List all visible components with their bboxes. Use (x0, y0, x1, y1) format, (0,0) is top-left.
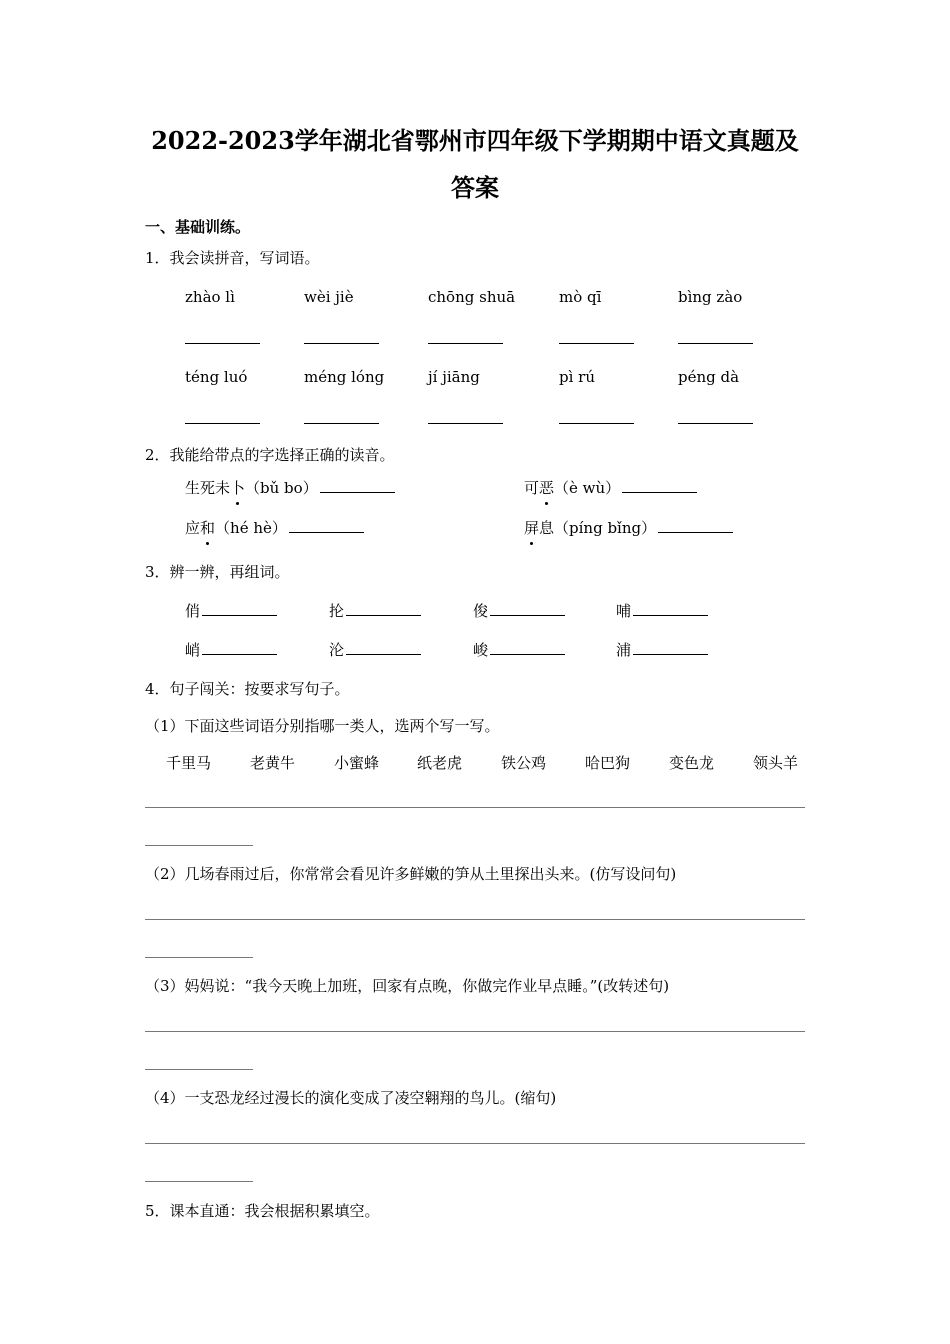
answer-line[interactable] (145, 957, 253, 958)
answer-blank[interactable] (320, 476, 395, 493)
pinyin-item: jí jiāng (428, 368, 480, 386)
item-text: 应 (185, 519, 201, 537)
answer-blank[interactable] (202, 638, 277, 655)
item-options: （bǔ bo） (245, 479, 318, 497)
character-item (473, 599, 565, 623)
word-item: 千里马 (166, 754, 212, 772)
answer-blank[interactable] (678, 343, 753, 344)
answer-blank[interactable] (633, 599, 708, 616)
answer-blank[interactable] (346, 599, 421, 616)
character-item (616, 638, 708, 662)
answer-blank[interactable] (428, 423, 503, 424)
character: 俏 (185, 602, 201, 620)
answer-blank[interactable] (559, 343, 634, 344)
answer-blank[interactable] (490, 638, 565, 655)
word-item: 老黄牛 (250, 754, 296, 772)
item-options: 息（píng bǐng） (539, 519, 657, 537)
character: 峭 (185, 641, 201, 659)
pinyin-item: chōng shuā (428, 288, 516, 306)
word-item: 哈巴狗 (585, 754, 631, 772)
character-item (329, 638, 421, 662)
answer-blank[interactable] (633, 638, 708, 655)
answer-blank[interactable] (289, 516, 364, 533)
pinyin-item: pì rú (559, 368, 595, 386)
reading-choice-item (185, 516, 364, 540)
character: 峻 (473, 641, 489, 659)
character: 哺 (616, 602, 632, 620)
word-item: 领头羊 (753, 754, 799, 772)
word-item: 变色龙 (669, 754, 715, 772)
answer-blank[interactable] (346, 638, 421, 655)
pinyin-item: bìng zào (678, 288, 743, 306)
answer-blank[interactable] (490, 599, 565, 616)
answer-blank[interactable] (559, 423, 634, 424)
item-text: 生死未 (185, 479, 231, 497)
answer-line[interactable] (145, 1143, 805, 1144)
dotted-character: 卜 (230, 476, 245, 500)
answer-blank[interactable] (185, 423, 260, 424)
answer-blank[interactable] (185, 343, 260, 344)
answer-blank[interactable] (678, 423, 753, 424)
sub-question-1: （1）下面这些词语分别指哪一类人，选两个写一写。 (145, 717, 500, 735)
dotted-character: 屏 (524, 516, 539, 540)
answer-blank[interactable] (304, 343, 379, 344)
word-item: 纸老虎 (417, 754, 463, 772)
document-title-line-1: 2022-2023学年湖北省鄂州市四年级下学期期中语文真题及 (151, 126, 799, 155)
answer-line[interactable] (145, 1069, 253, 1070)
pinyin-item: péng dà (678, 368, 740, 386)
answer-blank[interactable] (304, 423, 379, 424)
reading-choice-item (524, 516, 733, 540)
dotted-character: 恶 (539, 476, 554, 500)
character-item (473, 638, 565, 662)
pinyin-item: mò qī (559, 288, 602, 306)
character-item (616, 599, 708, 623)
question-3-prompt: 3．辨一辨，再组词。 (145, 563, 290, 581)
item-options: （è wù） (554, 479, 621, 497)
sub-question-3: （3）妈妈说：“我今天晚上加班，回家有点晚，你做完作业早点睡。”(改转述句) (145, 977, 670, 995)
answer-blank[interactable] (428, 343, 503, 344)
answer-line[interactable] (145, 919, 805, 920)
pinyin-item: méng lóng (304, 368, 385, 386)
character: 抡 (329, 602, 345, 620)
answer-blank[interactable] (622, 476, 697, 493)
dotted-character: 和 (200, 516, 215, 540)
reading-choice-item (185, 476, 395, 500)
character-item (185, 638, 277, 662)
reading-choice-item (524, 476, 697, 500)
answer-line[interactable] (145, 807, 805, 808)
word-item: 小蜜蜂 (334, 754, 380, 772)
question-5-prompt: 5．课本直通：我会根据积累填空。 (145, 1202, 380, 1220)
character-item (185, 599, 277, 623)
answer-line[interactable] (145, 845, 253, 846)
section-heading: 一、基础训练。 (145, 218, 251, 236)
document-title-line-2: 答案 (451, 173, 499, 202)
answer-line[interactable] (145, 1181, 253, 1182)
pinyin-item: wèi jiè (304, 288, 354, 306)
question-2-prompt: 2．我能给带点的字选择正确的读音。 (145, 446, 395, 464)
pinyin-item: téng luó (185, 368, 248, 386)
word-item: 铁公鸡 (501, 754, 547, 772)
answer-blank[interactable] (658, 516, 733, 533)
item-options: （hé hè） (215, 519, 287, 537)
character: 沦 (329, 641, 345, 659)
answer-blank[interactable] (202, 599, 277, 616)
question-1-prompt: 1．我会读拼音，写词语。 (145, 249, 320, 267)
character-item (329, 599, 421, 623)
question-4-prompt: 4．句子闯关：按要求写句子。 (145, 680, 350, 698)
item-text: 可 (524, 479, 540, 497)
sub-question-2: （2）几场春雨过后，你常常会看见许多鲜嫩的笋从土里探出头来。(仿写设问句) (145, 865, 677, 883)
answer-line[interactable] (145, 1031, 805, 1032)
character: 俊 (473, 602, 489, 620)
pinyin-item: zhào lì (185, 288, 235, 306)
character: 浦 (616, 641, 632, 659)
sub-question-4: （4）一支恐龙经过漫长的演化变成了凌空翱翔的鸟儿。(缩句) (145, 1089, 557, 1107)
